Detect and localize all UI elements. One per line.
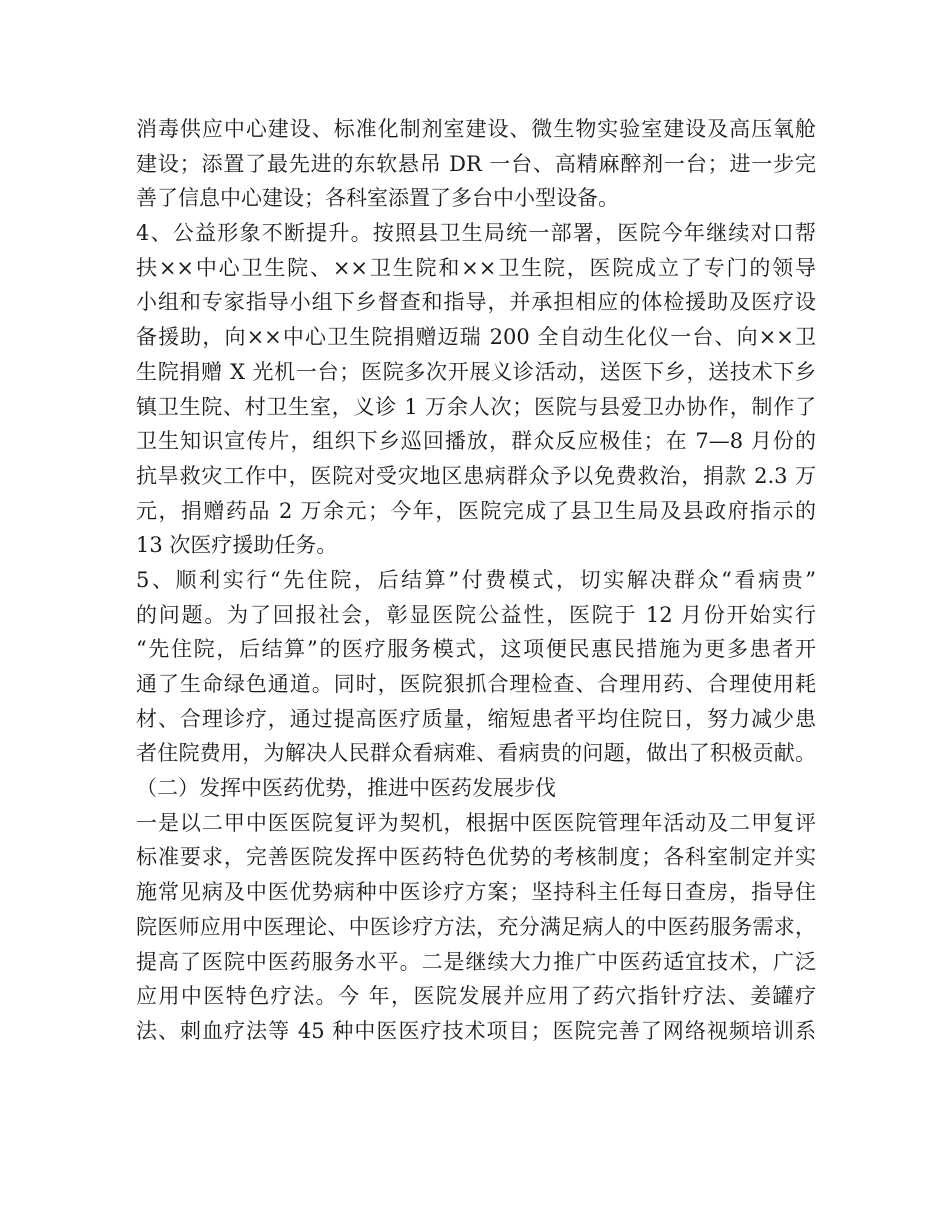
text-line: 13 次医疗援助任务。	[136, 533, 338, 558]
text-line: 5、顺利实行“先住院，后结算”付费模式，切实解决群众“看病贵”	[136, 567, 816, 592]
text-line: 一是以二甲中医医院复评为契机，根据中医医院管理年活动及二甲复评	[136, 810, 816, 835]
text-line: 小组和专家指导小组下乡督查和指导，并承担相应的体检援助及医疗设	[136, 290, 816, 315]
text-line: 施常见病及中医优势病种中医诊疗方案；坚持科主任每日查房，指导住	[136, 880, 816, 905]
text-line: 通了生命绿色通道。同时，医院狠抓合理检查、合理用药、合理使用耗	[136, 672, 816, 696]
text-line: 院医师应用中医理论、中医诊疗方法，充分满足病人的中医药服务需求，	[136, 914, 816, 939]
text-line: 生院捐赠 X 光机一台；医院多次开展义诊活动，送医下乡，送技术下乡	[136, 359, 816, 384]
text-line: 消毒供应中心建设、标准化制剂室建设、微生物实验室建设及高压氧舱	[136, 117, 816, 141]
text-line: 应用中医特色疗法。今 年，医院发展并应用了药穴指针疗法、姜罐疗	[136, 984, 816, 1009]
text-line: 材、合理诊疗，通过提高医疗质量，缩短患者平均住院日，努力减少患	[136, 706, 816, 731]
text-line: 镇卫生院、村卫生室，义诊 1 万余人次；医院与县爱卫办协作，制作了	[136, 394, 816, 419]
text-line: 法、刺血疗法等 45 种中医医疗技术项目；医院完善了网络视频培训系	[136, 1018, 816, 1043]
text-line: 抗旱救灾工作中，医院对受灾地区患病群众予以免费救治，捐款 2.3 万	[136, 463, 816, 488]
text-line: 标准要求，完善医院发挥中医药特色优势的考核制度；各科室制定并实	[136, 845, 816, 870]
text-line: 建设；添置了最先进的东软悬吊 DR 一台、高精麻醉剂一台；进一步完	[136, 151, 816, 176]
text-line: 4、公益形象不断提升。按照县卫生局统一部署，医院今年继续对口帮	[136, 221, 816, 246]
text-line: 元，捐赠药品 2 万余元；今年，医院完成了县卫生局及县政府指示的	[136, 498, 816, 523]
text-line: 卫生知识宣传片，组织下乡巡回播放，群众反应极佳；在 7—8 月份的	[136, 429, 816, 454]
text-line: 善了信息中心建设；各科室添置了多台中小型设备。	[136, 186, 619, 211]
text-line: 者住院费用，为解决人民群众看病难、看病贵的问题，做出了积极贡献。	[136, 741, 816, 766]
text-line: 扶××中心卫生院、××卫生院和××卫生院，医院成立了专门的领导	[136, 255, 816, 280]
text-line: “先住院，后结算”的医疗服务模式，这项便民惠民措施为更多患者开	[136, 637, 816, 662]
text-line: 备援助，向××中心卫生院捐赠迈瑞 200 全自动生化仪一台、向××卫	[136, 325, 816, 350]
text-line: 提高了医院中医药服务水平。二是继续大力推广中医药适宜技术，广泛	[136, 949, 816, 974]
document-body	[136, 112, 816, 1049]
text-line: （二）发挥中医药优势，推进中医药发展步伐	[136, 776, 556, 801]
text-line: 的问题。为了回报社会，彰显医院公益性，医院于 12 月份开始实行	[136, 602, 816, 627]
